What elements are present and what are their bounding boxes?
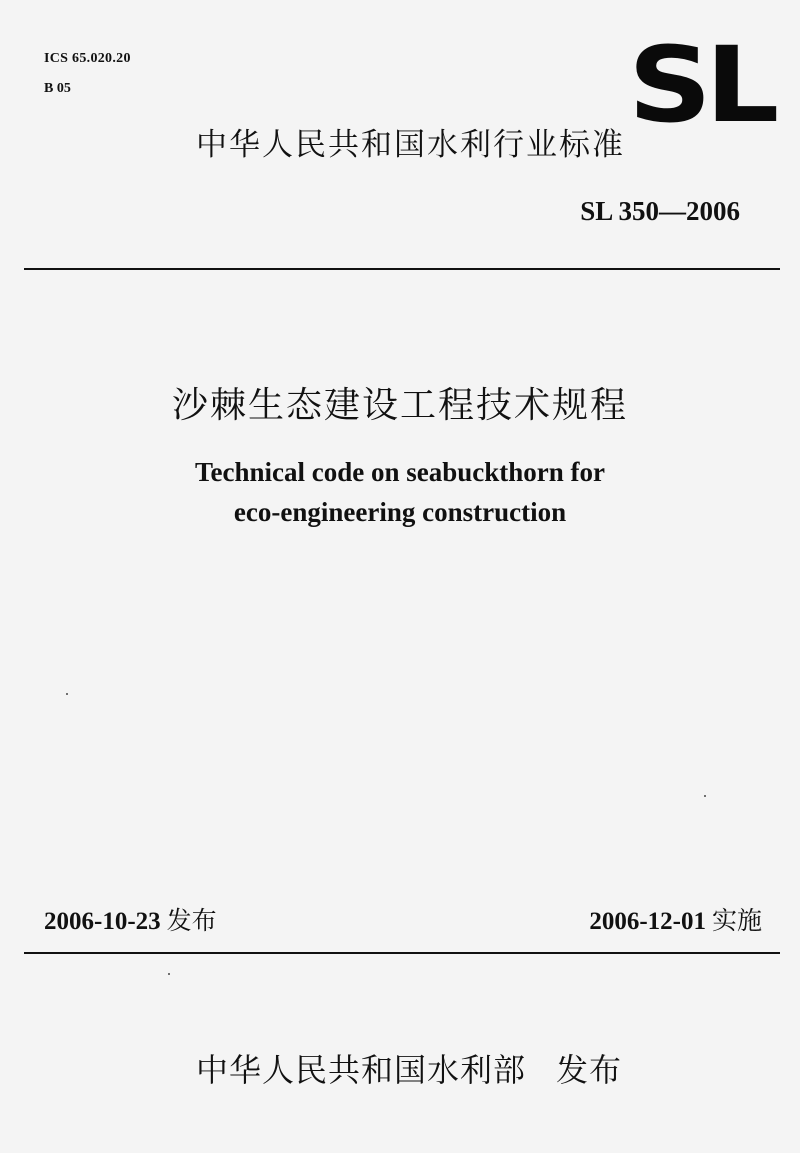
publisher-name: 中华人民共和国水利部 (196, 1051, 527, 1089)
ics-code: ICS 65.020.20 (44, 51, 131, 66)
issue-date-block (44, 908, 217, 934)
scan-speck (168, 973, 170, 975)
implement-label: 实施 (711, 906, 762, 935)
industry-standard-title: 中华人民共和国水利行业标准 (196, 127, 625, 163)
document-title-english-line1: Technical code on seabuckthorn for (194, 457, 606, 487)
publisher-action: 发布 (556, 1051, 623, 1089)
scan-speck (704, 795, 706, 797)
publisher-line (196, 1051, 623, 1089)
ccs-code: B 05 (44, 81, 71, 96)
bottom-divider (24, 952, 780, 954)
issue-date: 2006-10-23 (44, 908, 161, 935)
implement-date-block (589, 908, 762, 934)
scan-speck (66, 693, 68, 695)
document-title-english-line2: eco-engineering construction (233, 497, 567, 527)
standard-number: SL 350—2006 (580, 196, 740, 226)
document-title-chinese: 沙棘生态建设工程技术规程 (171, 385, 628, 426)
implement-date: 2006-12-01 (589, 908, 706, 935)
sl-logo: SL (628, 24, 773, 146)
top-divider (24, 268, 780, 270)
issue-label: 发布 (166, 906, 217, 935)
